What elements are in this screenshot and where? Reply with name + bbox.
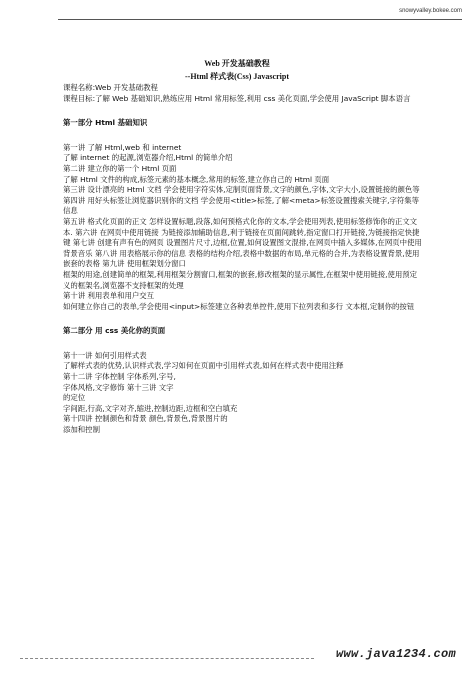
lesson-12-13: 字体风格,文字修饰 第十三讲 文字 — [63, 382, 174, 392]
spacer — [63, 129, 424, 143]
spacer — [63, 104, 424, 118]
spacer — [63, 337, 424, 351]
header-site-url: snowyvalley.bokee.com — [399, 8, 462, 14]
lesson-9-desc: 框架的用途,创建简单的框架,利用框架分割窗口,框架的嵌套,修改框架的显示属性,在框架中使用链接,使用预定义的框架名,浏览器不支持框架的处理 — [63, 269, 418, 290]
lesson-2-desc: 了解 Html 文件的构成,标签元素的基本概念,常用的标签,建立你自己的 Html 页面 — [63, 174, 330, 184]
lesson-13-topic: 的定位 — [63, 393, 86, 403]
course-name: 课程名称:Web 开发基础教程 — [63, 83, 158, 92]
lesson-3-4: 第三讲 设计漂亮的 Html 文档 学会使用字符实体,定制页面背景,文字的颜色,字体,文字大小,设置链接的颜色等 第四讲 用好头标签让浏览器识别你的文档 学会使用<title>标签,了解<meta>标签设置搜索关键字,字符集等信息 — [63, 185, 420, 216]
lesson-12-title: 第十二讲 字体控制 字体系列,字号, — [63, 372, 176, 382]
footer-watermark-url: www.java1234.com — [335, 647, 456, 661]
footer-rule — [20, 658, 314, 659]
lesson-1-title: 第一讲 了解 Html,web 和 internet — [63, 142, 182, 152]
lesson-13-desc: 字间距,行高,文字对齐,缩进,控制边距,边框和空白填充 — [63, 403, 238, 413]
lesson-10-desc: 如何建立你自己的表单,学会使用<input>标签建立各种表单控件,使用下拉列表和多行 文本框,定制你的按钮 — [63, 301, 415, 311]
course-goal: 课程目标:了解 Web 基础知识,熟练应用 Html 常用标签,利用 css 美化页面,学会使用 JavaScript 脚本语言 — [63, 93, 411, 103]
lesson-14-title: 第十四讲 控制颜色和背景 颜色,背景色,背景图片的 — [63, 414, 228, 424]
lesson-2-title: 第二讲 建立你的第一个 Html 页面 — [63, 163, 177, 173]
header-rule — [58, 19, 462, 20]
document-title: Web 开发基础教程 — [204, 59, 270, 68]
lesson-10-title: 第十讲 利用表单和用户交互 — [63, 291, 155, 301]
lesson-5-9: 第五讲 格式化页面的正文 怎样设置标题,段落,如何预格式化你的文本,学会使用列表,使用标签修饰你的正文文本. 第六讲 在网页中使用链接 为链接添加辅助信息,利于链接在页面间跳转,指定窗口打开链接,为链接指定快捷键 第七讲 创建有声有色的网页 设置图片尺寸,边框,位置,如何设置图文混排,在网页中插入多媒体,在网页中使用背景音乐 第八讲 用表格展示你的信息 表格的结构介绍,表格中数据的布局,单元格的合并,为表格设置背景,使用嵌套的表格 第九讲 使用框架划分窗口 — [63, 216, 422, 269]
part-two-heading: 第二部分 用 css 美化你的页面 — [63, 326, 166, 336]
document-body — [63, 83, 424, 436]
spacer — [63, 312, 424, 326]
lesson-11-title: 第十一讲 如何引用样式表 — [63, 350, 147, 360]
lesson-14-desc: 添加和控制 — [63, 425, 100, 435]
document-subtitle: --Html 样式表(Css) Javascript — [185, 72, 289, 81]
lesson-1-desc: 了解 internet 的起源,浏览器介绍,Html 的简单介绍 — [63, 153, 233, 163]
lesson-11-desc: 了解样式表的优势,认识样式表,学习如何在页面中引用样式表,如何在样式表中使用注释 — [63, 361, 344, 371]
part-one-heading: 第一部分 Html 基础知识 — [63, 118, 148, 128]
